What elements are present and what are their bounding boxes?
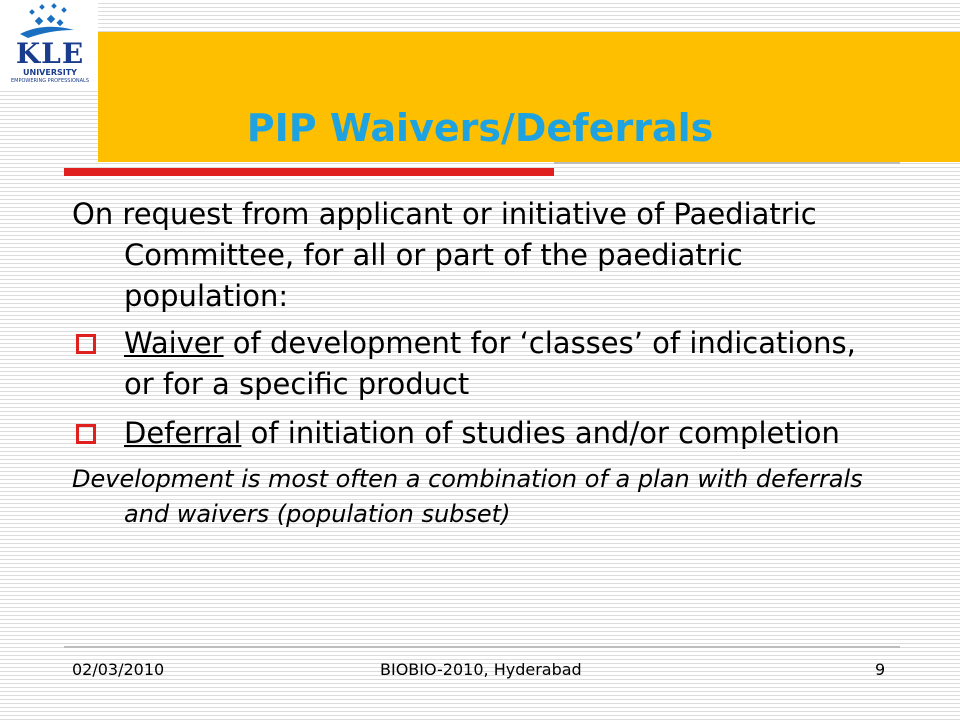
footer-date: 02/03/2010: [72, 660, 165, 679]
slide-content: [72, 194, 872, 532]
summary-note: Development is most often a combination of a plan with deferrals and waivers (population subset): [72, 465, 863, 528]
footer-divider: [64, 646, 900, 648]
bullet-text: of development for ‘classes’ of indications, or for a specific product: [124, 326, 856, 401]
bullet-item-waiver: [72, 323, 872, 405]
title-divider: [554, 162, 900, 164]
red-accent-bar: [64, 168, 554, 176]
bullet-item-deferral: [72, 413, 872, 454]
logo-tagline: EMPOWERING PROFESSIONALS: [10, 78, 90, 84]
page-number: 9: [875, 660, 886, 679]
footer-event: BIOBIO-2010, Hyderabad: [380, 660, 582, 679]
square-bullet-icon: [76, 424, 96, 444]
slide-title: PIP Waivers/Deferrals: [246, 106, 714, 150]
intro-paragraph: On request from applicant or initiative of Paediatric Committee, for all or part of the paediatric population:: [72, 197, 817, 313]
bullet-text: of initiation of studies and/or completion: [241, 416, 840, 450]
logo-subtext: UNIVERSITY: [23, 68, 77, 77]
bullet-term: Deferral: [124, 416, 242, 450]
star-cluster-icon: [0, 0, 98, 42]
bullet-term: Waiver: [124, 326, 224, 360]
logo-text: KLE: [15, 37, 85, 70]
kle-university-logo: [0, 0, 98, 90]
square-bullet-icon: [76, 334, 96, 354]
